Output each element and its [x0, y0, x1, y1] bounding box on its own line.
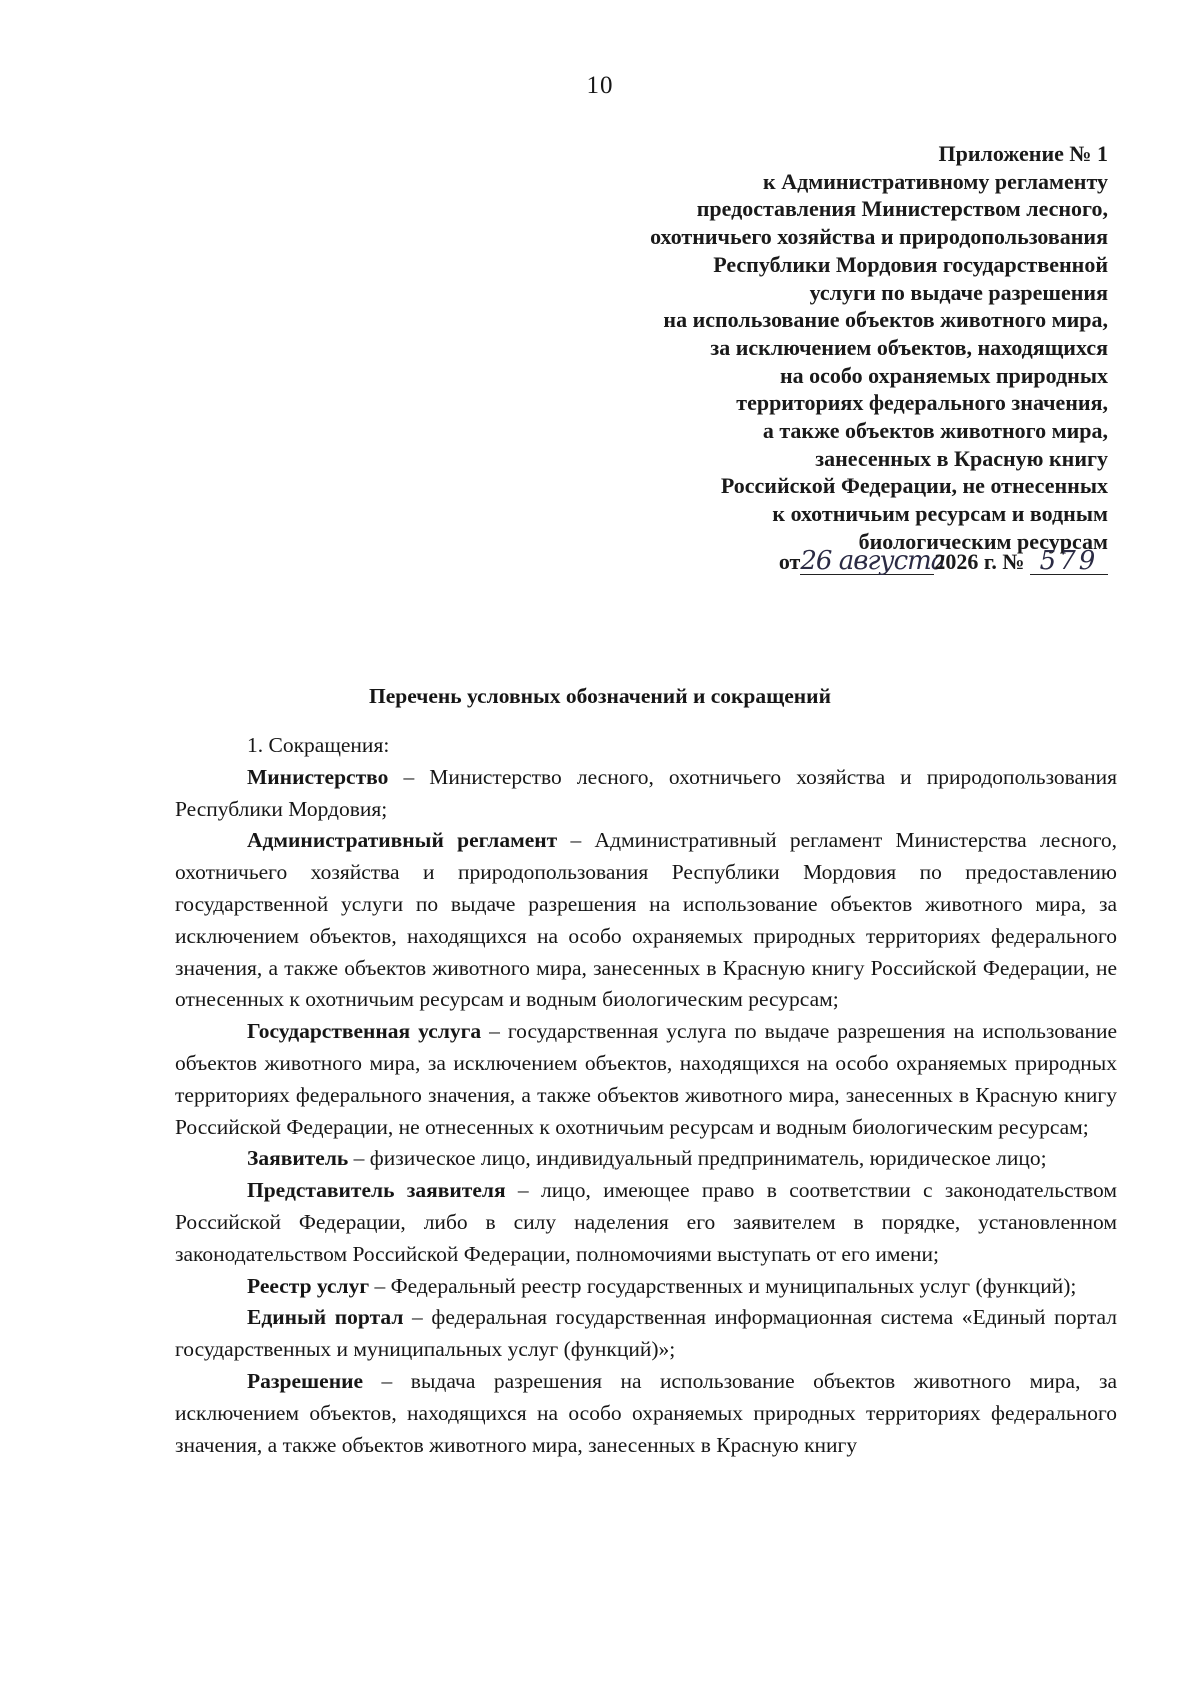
- appendix-line: на особо охраняемых природных: [779, 362, 1108, 388]
- definition-term: Заявитель: [247, 1146, 349, 1171]
- date-prefix: от: [778, 549, 801, 574]
- year-text: 2026 г. №: [934, 549, 1025, 574]
- appendix-header: [548, 140, 1108, 556]
- document-title: Перечень условных обозначений и сокращений: [369, 684, 831, 708]
- appendix-line: а также объектов животного мира,: [762, 418, 1108, 444]
- appendix-line: предоставления Министерством лесного,: [696, 196, 1108, 222]
- definition-paragraph: [175, 1016, 1117, 1143]
- definition-paragraph: [175, 762, 1117, 826]
- definition-term: Единый портал: [247, 1305, 404, 1330]
- appendix-line: к Административному регламенту: [763, 168, 1108, 194]
- definition-term: Реестр услуг: [247, 1273, 370, 1298]
- appendix-line: охотничьего хозяйства и природопользования: [650, 224, 1108, 250]
- definition-text: – выдача разрешения на использование объектов животного мира, за исключением объектов, находящихся на особо охраняемых природных территориях федерального значения, а также объектов животного мира, занесенных в Красную книгу: [175, 1368, 1117, 1457]
- definition-paragraph: [175, 1175, 1117, 1270]
- appendix-line: Российской Федерации, не отнесенных: [720, 473, 1108, 499]
- definition-text: – Административный регламент Министерства лесного, охотничьего хозяйства и природопользования Республики Мордовия по предоставлению государственной услуги по выдаче разрешения на использование объектов животного мира, за исключением объектов, находящихся на особо охраняемых природных территориях федерального значения, а также объектов животного мира, занесенных в Красную книгу Российской Федерации, не отнесенных к охотничьим ресурсам и водным биологическим ресурсам;: [175, 828, 1117, 1012]
- definition-paragraph: [175, 1302, 1117, 1366]
- definition-text: – Федеральный реестр государственных и муниципальных услуг (функций);: [369, 1273, 1077, 1298]
- definition-term: Административный регламент: [247, 828, 558, 853]
- definition-term: Представитель заявителя: [247, 1178, 506, 1203]
- appendix-line: услуги по выдаче разрешения: [809, 279, 1108, 305]
- appendix-line: Приложение № 1: [938, 141, 1108, 166]
- definition-term: Министерство: [247, 764, 389, 789]
- appendix-line: на использование объектов животного мира,: [663, 307, 1108, 333]
- appendix-line: территориях федерального значения,: [736, 390, 1108, 416]
- definition-text: – государственная услуга по выдаче разрешения на использование объектов животного мира, за исключением объектов, находящихся на особо охраняемых природных территориях федерального значения, а также объектов животного мира, занесенных в Красную книгу Российской Федерации, не отнесенных к охотничьим ресурсам и водным биологическим ресурсам;: [175, 1019, 1117, 1139]
- section-heading: 1. Сокращения:: [247, 733, 390, 757]
- handwritten-date: 26 августа: [800, 546, 946, 576]
- definition-term: Государственная услуга: [247, 1019, 482, 1044]
- definition-paragraph: [175, 1143, 1117, 1175]
- appendix-line: за исключением объектов, находящихся: [710, 334, 1108, 360]
- definition-paragraph: [175, 1271, 1117, 1303]
- page-number: 10: [586, 72, 614, 99]
- definition-term: Разрешение: [247, 1368, 364, 1393]
- definition-text: – федеральная государственная информационная система «Единый портал государственных и муниципальных услуг (функций)»;: [175, 1305, 1117, 1362]
- definition-paragraph: [175, 825, 1117, 1016]
- handwritten-number: 579: [1030, 548, 1108, 575]
- document-date-line: [779, 548, 1108, 575]
- document-body: [175, 730, 1117, 1461]
- appendix-line: биологическим ресурсам: [858, 528, 1108, 554]
- definition-paragraph: [175, 1366, 1117, 1461]
- appendix-line: Республики Мордовия государственной: [713, 251, 1108, 277]
- appendix-line: к охотничьим ресурсам и водным: [772, 501, 1108, 527]
- definition-text: – Министерство лесного, охотничьего хозяйства и природопользования Республики Мордовия;: [175, 764, 1117, 821]
- appendix-line: занесенных в Красную книгу: [815, 445, 1108, 471]
- definition-text: – физическое лицо, индивидуальный предприниматель, юридическое лицо;: [348, 1146, 1047, 1171]
- definition-text: – лицо, имеющее право в соответствии с законодательством Российской Федерации, либо в силу наделения его заявителем в порядке, установленном законодательством Российской Федерации, полномочиями выступать от его имени;: [175, 1178, 1117, 1266]
